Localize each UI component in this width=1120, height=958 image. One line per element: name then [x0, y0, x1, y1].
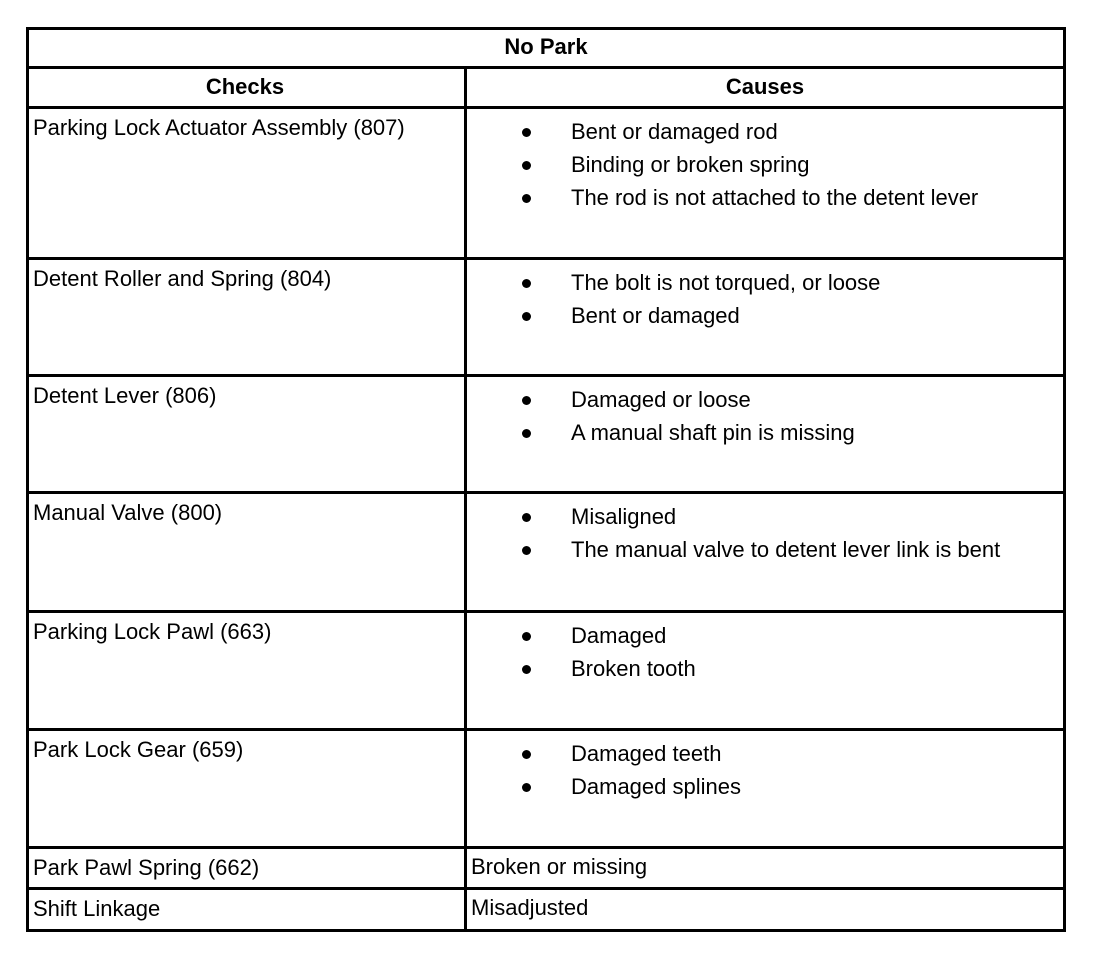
cause-text: The bolt is not torqued, or loose [571, 270, 881, 295]
row-divider [26, 846, 1066, 849]
bullet-icon [522, 279, 531, 288]
bullet-icon [522, 396, 531, 405]
bullet-icon [522, 161, 531, 170]
row-divider [26, 66, 1066, 69]
row-divider [26, 257, 1066, 260]
bullet-icon [522, 546, 531, 555]
header-causes: Causes [725, 74, 805, 99]
check-cell: Park Lock Gear (659) [33, 737, 244, 762]
bullet-icon [522, 632, 531, 641]
row-divider [26, 728, 1066, 731]
row-divider [26, 610, 1066, 613]
table-border-right [1063, 27, 1066, 932]
bullet-icon [522, 128, 531, 137]
row-divider [26, 27, 1066, 30]
check-cell: Manual Valve (800) [33, 500, 223, 525]
check-cell: Shift Linkage [33, 896, 161, 921]
cause-text: Bent or damaged [571, 303, 740, 328]
bullet-icon [522, 513, 531, 522]
table-border-left [26, 27, 29, 932]
cause-cell: Broken or missing [471, 854, 648, 879]
cause-text: Damaged or loose [571, 387, 751, 412]
bullet-icon [522, 783, 531, 792]
no-park-table [26, 27, 1066, 932]
check-cell: Parking Lock Pawl (663) [33, 619, 272, 644]
cause-text: Bent or damaged rod [571, 119, 778, 144]
row-divider [26, 106, 1066, 109]
cause-text: Binding or broken spring [571, 152, 810, 177]
bullet-icon [522, 429, 531, 438]
cause-text: Misaligned [571, 504, 677, 529]
cause-text: Broken tooth [571, 656, 696, 681]
cause-text: The rod is not attached to the detent lever [571, 185, 979, 210]
cause-text: The manual valve to detent lever link is bent [571, 537, 1001, 562]
bullet-icon [522, 312, 531, 321]
cause-cell: Misadjusted [471, 895, 589, 920]
row-divider [26, 929, 1066, 932]
row-divider [26, 887, 1066, 890]
row-divider [26, 491, 1066, 494]
check-cell: Parking Lock Actuator Assembly (807) [33, 115, 405, 140]
table-title: No Park [504, 34, 588, 59]
bullet-icon [522, 665, 531, 674]
check-cell: Detent Roller and Spring (804) [33, 266, 332, 291]
cause-text: Damaged teeth [571, 741, 722, 766]
header-checks: Checks [205, 74, 285, 99]
cause-text: Damaged [571, 623, 667, 648]
cause-text: A manual shaft pin is missing [571, 420, 855, 445]
check-cell: Detent Lever (806) [33, 383, 217, 408]
cause-text: Damaged splines [571, 774, 741, 799]
check-cell: Park Pawl Spring (662) [33, 855, 260, 880]
bullet-icon [522, 750, 531, 759]
column-divider [464, 66, 467, 932]
row-divider [26, 374, 1066, 377]
bullet-icon [522, 194, 531, 203]
